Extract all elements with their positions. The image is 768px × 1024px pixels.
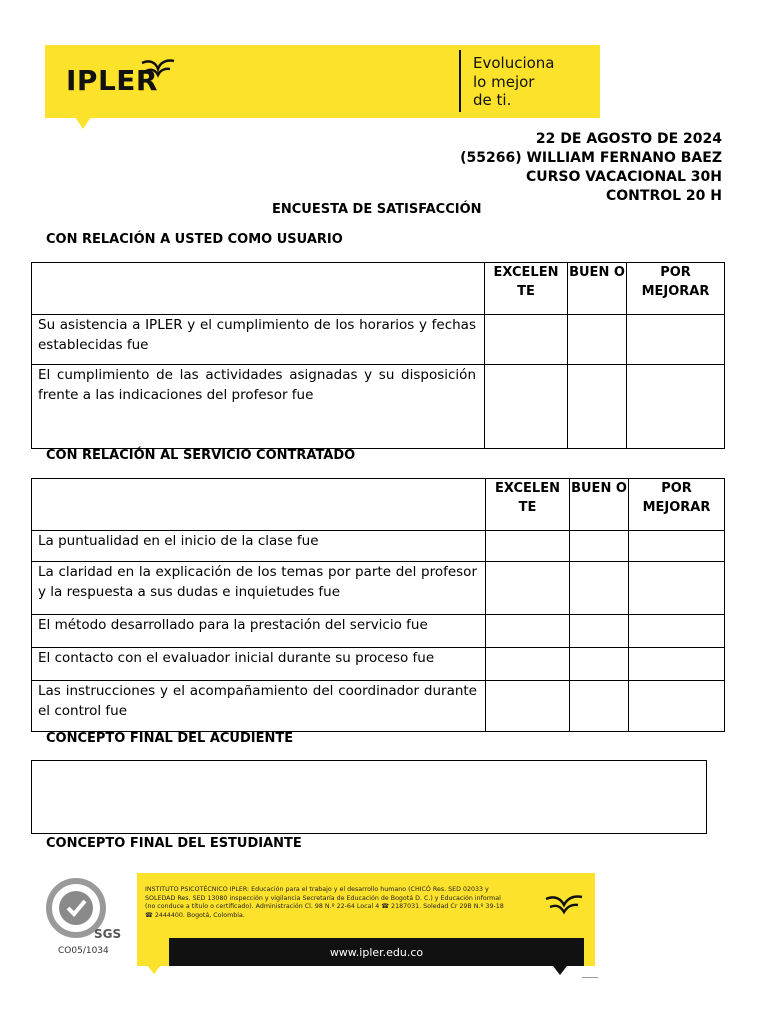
footer-line: INSTITUTO PSICOTÉCNICO IPLER: Educación para el trabajo y el desarrollo humano (CHICÓ Res. SED 02033 y xyxy=(145,886,489,893)
header-por-mejorar: POR MEJORAR xyxy=(629,479,725,531)
section-title-estudiante: CONCEPTO FINAL DEL ESTUDIANTE xyxy=(46,836,302,851)
website-link[interactable]: www.ipler.edu.co xyxy=(329,946,424,959)
answer-cell-por-mejorar[interactable] xyxy=(629,562,725,615)
divider xyxy=(582,977,598,978)
table-row xyxy=(32,615,725,648)
answer-cell-por-mejorar[interactable] xyxy=(629,615,725,648)
answer-cell-excelente[interactable] xyxy=(485,365,568,449)
answer-cell-bueno[interactable] xyxy=(570,615,629,648)
answer-cell-bueno[interactable] xyxy=(568,365,627,449)
question-text: El método desarrollado para la prestación del servicio fue xyxy=(32,615,486,648)
banner-divider xyxy=(459,50,461,112)
question-text: Las instrucciones y el acompañamiento del coordinador durante el control fue xyxy=(32,681,486,732)
table-row xyxy=(32,562,725,615)
slogan xyxy=(473,54,555,110)
table-row xyxy=(32,648,725,681)
answer-cell-bueno[interactable] xyxy=(570,562,629,615)
question-text: El contacto con el evaluador inicial durante su proceso fue xyxy=(32,648,486,681)
bird-wing-icon xyxy=(140,55,176,85)
banner-tail xyxy=(75,117,91,129)
table-row xyxy=(32,531,725,562)
slogan-line-1: Evoluciona xyxy=(473,54,555,72)
answer-cell-excelente[interactable] xyxy=(486,681,570,732)
survey-title: ENCUESTA DE SATISFACCIÓN xyxy=(272,202,482,217)
footer-line: SOLEDAD Res. SED 13080 inspección y vigilancia Secretaría de Educación de Bogotá D. C.) y Educación informal xyxy=(145,894,501,902)
section-title-acudiente: CONCEPTO FINAL DEL ACUDIENTE xyxy=(46,731,294,746)
answer-cell-excelente[interactable] xyxy=(486,562,570,615)
table-row xyxy=(32,681,725,732)
table-header-row xyxy=(32,479,725,531)
table-row xyxy=(32,365,725,449)
course-name: CURSO VACACIONAL 30H xyxy=(525,169,722,185)
section-title-usuario: CON RELACIÓN A USTED COMO USUARIO xyxy=(46,232,343,247)
check-seal-icon xyxy=(44,876,126,940)
slogan-line-2: lo mejor xyxy=(473,72,535,91)
footer-web-bar-tail xyxy=(553,966,567,975)
question-text: La puntualidad en el inicio de la clase fue xyxy=(32,531,486,562)
footer-institution-text xyxy=(145,886,540,920)
table-header-row xyxy=(32,263,725,315)
answer-cell-bueno[interactable] xyxy=(570,531,629,562)
seal-label: SGS xyxy=(94,927,122,940)
answer-cell-por-mejorar[interactable] xyxy=(627,365,725,449)
answer-cell-bueno[interactable] xyxy=(570,681,629,732)
answer-cell-bueno[interactable] xyxy=(568,315,627,365)
acudiente-comment-box[interactable] xyxy=(31,760,707,834)
question-text: Su asistencia a IPLER y el cumplimiento de los horarios y fechas establecidas fue xyxy=(32,315,485,365)
answer-cell-excelente[interactable] xyxy=(485,315,568,365)
header-bueno: BUEN O xyxy=(570,479,629,531)
section-title-servicio: CON RELACIÓN AL SERVICIO CONTRATADO xyxy=(46,448,356,463)
header-por-mejorar: POR MEJORAR xyxy=(627,263,725,315)
header-excelente: EXCELEN TE xyxy=(485,263,568,315)
seal-code: CO05/1034 xyxy=(58,946,109,956)
answer-cell-excelente[interactable] xyxy=(486,531,570,562)
question-text: El cumplimiento de las actividades asignadas y su disposición frente a las indicaciones del profesor fue xyxy=(32,365,485,449)
student-name: (55266) WILLIAM FERNANO BAEZ xyxy=(460,150,722,166)
header-excelente: EXCELEN TE xyxy=(486,479,570,531)
answer-cell-excelente[interactable] xyxy=(486,648,570,681)
info-block xyxy=(460,130,722,206)
header-bueno: BUEN O xyxy=(568,263,627,315)
footer-line: ☎ 2444400. Bogotá, Colombia. xyxy=(145,911,245,919)
logo-text: IPLER xyxy=(66,64,158,97)
answer-cell-excelente[interactable] xyxy=(486,615,570,648)
footer-line: (no conduce a título o certificado). Administración Cl. 98 N.º 22-64 Local 4 ☎ 2187031. Soledad Cr 29B N.º 39-18 xyxy=(145,903,504,911)
answer-cell-por-mejorar[interactable] xyxy=(627,315,725,365)
bird-wing-icon xyxy=(544,893,584,919)
answer-cell-por-mejorar[interactable] xyxy=(629,648,725,681)
slogan-line-3: de ti. xyxy=(473,91,512,109)
answer-cell-por-mejorar[interactable] xyxy=(629,681,725,732)
control-label: CONTROL 20 H xyxy=(606,188,722,204)
header-question xyxy=(32,479,486,531)
table-usuario xyxy=(31,262,725,449)
date: 22 DE AGOSTO DE 2024 xyxy=(535,131,722,147)
table-servicio xyxy=(31,478,725,732)
answer-cell-por-mejorar[interactable] xyxy=(629,531,725,562)
footer-banner-tail xyxy=(147,965,161,974)
header-question xyxy=(32,263,485,315)
table-row xyxy=(32,315,725,365)
answer-cell-bueno[interactable] xyxy=(570,648,629,681)
question-text: La claridad en la explicación de los temas por parte del profesor y la respuesta a sus dudas e inquietudes fue xyxy=(32,562,486,615)
